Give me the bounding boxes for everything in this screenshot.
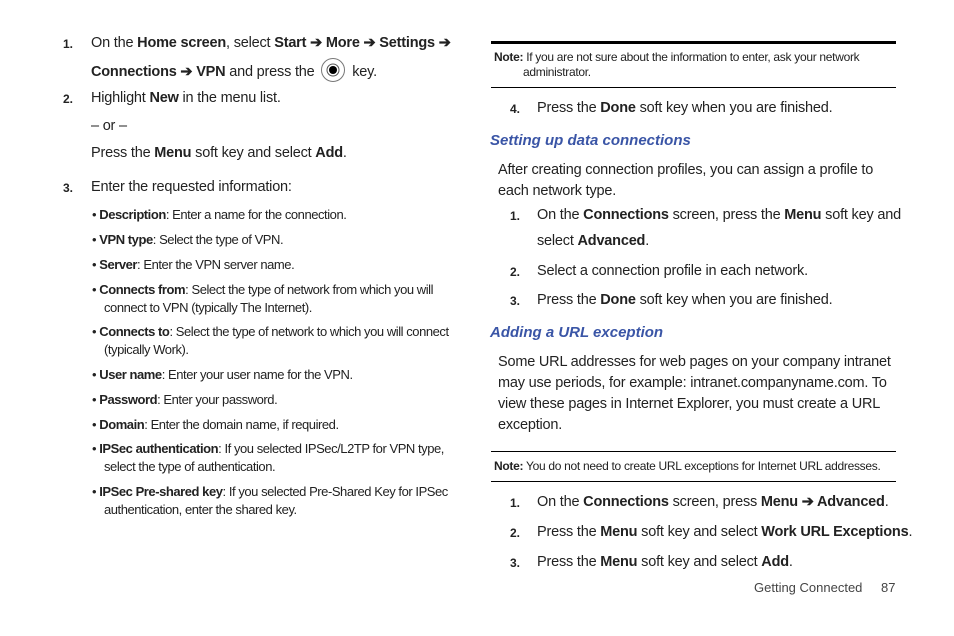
step-number: 1. — [63, 37, 74, 51]
step-3-text: Enter the requested information: — [91, 179, 292, 195]
paragraph: Some URL addresses for web pages on your company intranet may use periods, for example: intranet.companyname.com. To view these pages in Internet Explorer, you must create a URL exception. — [498, 354, 891, 433]
url-step-1: On the Connections screen, press Menu ➔ Advanced. — [537, 494, 889, 510]
bullet-item: • VPN type: Select the type of VPN. — [92, 232, 284, 247]
note-top-rule — [491, 451, 896, 452]
bullet-item: • IPSec authentication: If you selected IPSec/L2TP for VPN type, select the type of authentication. — [92, 441, 444, 474]
bullet-item: • Domain: Enter the domain name, if required. — [92, 417, 339, 432]
note-bottom-rule — [491, 481, 896, 482]
bullet-item: • Connects to: Select the type of network to which you will connect (typically Work). — [92, 324, 449, 357]
bullet-item: • Connects from: Select the type of network from which you will connect to VPN (typically The Internet). — [92, 282, 434, 315]
note-label: Note: — [494, 50, 524, 64]
step-4-text: Press the Done soft key when you are finished. — [537, 100, 833, 116]
step-number: 3. — [63, 181, 74, 195]
step-number: 4. — [510, 102, 521, 116]
step-number: 3. — [510, 294, 521, 308]
step-number: 1. — [510, 209, 521, 223]
step-number: 1. — [510, 496, 521, 510]
step-number: 3. — [510, 556, 521, 570]
page-number: 87 — [881, 580, 896, 595]
section-heading: Setting up data connections — [490, 132, 691, 149]
data-conn-step-1-line-1: On the Connections screen, press the Menu soft key and — [537, 207, 901, 223]
data-conn-step-2: Select a connection profile in each network. — [537, 263, 808, 279]
data-conn-step-1-line-2: select Advanced. — [537, 233, 650, 249]
bullet-item: • Password: Enter your password. — [92, 392, 278, 407]
url-step-3: Press the Menu soft key and select Add. — [537, 554, 793, 570]
paragraph: After creating connection profiles, you can assign a profile to each network type. — [498, 162, 874, 199]
note-top-rule — [491, 41, 896, 44]
or-divider: – or – — [91, 118, 127, 134]
bullet-item: • Description: Enter a name for the connection. — [92, 207, 347, 222]
center-key-icon — [321, 58, 345, 82]
note-box: Note: You do not need to create URL exceptions for Internet URL addresses. — [494, 459, 881, 473]
step-1-line-1: On the Home screen, select Start ➔ More ➔ Settings ➔ — [91, 35, 451, 51]
step-2-line-1: Highlight New in the menu list. — [91, 90, 281, 106]
note-label: Note: — [494, 459, 524, 473]
data-conn-step-3: Press the Done soft key when you are finished. — [537, 292, 833, 308]
url-step-2: Press the Menu soft key and select Work URL Exceptions. — [537, 524, 913, 540]
step-2-line-2: Press the Menu soft key and select Add. — [91, 145, 347, 161]
step-number: 2. — [63, 92, 74, 106]
step-number: 2. — [510, 265, 521, 279]
bullet-item: • User name: Enter your user name for the VPN. — [92, 367, 353, 382]
step-1-line-2: Connections ➔ VPN and press the key. — [91, 60, 377, 84]
section-heading: Adding a URL exception — [490, 324, 664, 341]
footer-section-title: Getting Connected — [754, 580, 863, 595]
bullet-item: • IPSec Pre-shared key: If you selected Pre-Shared Key for IPSec authentication, enter the shared key. — [92, 484, 448, 517]
note-box: Note: If you are not sure about the information to enter, ask your network administrator. — [494, 50, 860, 79]
bullet-item: • Server: Enter the VPN server name. — [92, 257, 295, 272]
note-bottom-rule — [491, 87, 896, 88]
step-number: 2. — [510, 526, 521, 540]
